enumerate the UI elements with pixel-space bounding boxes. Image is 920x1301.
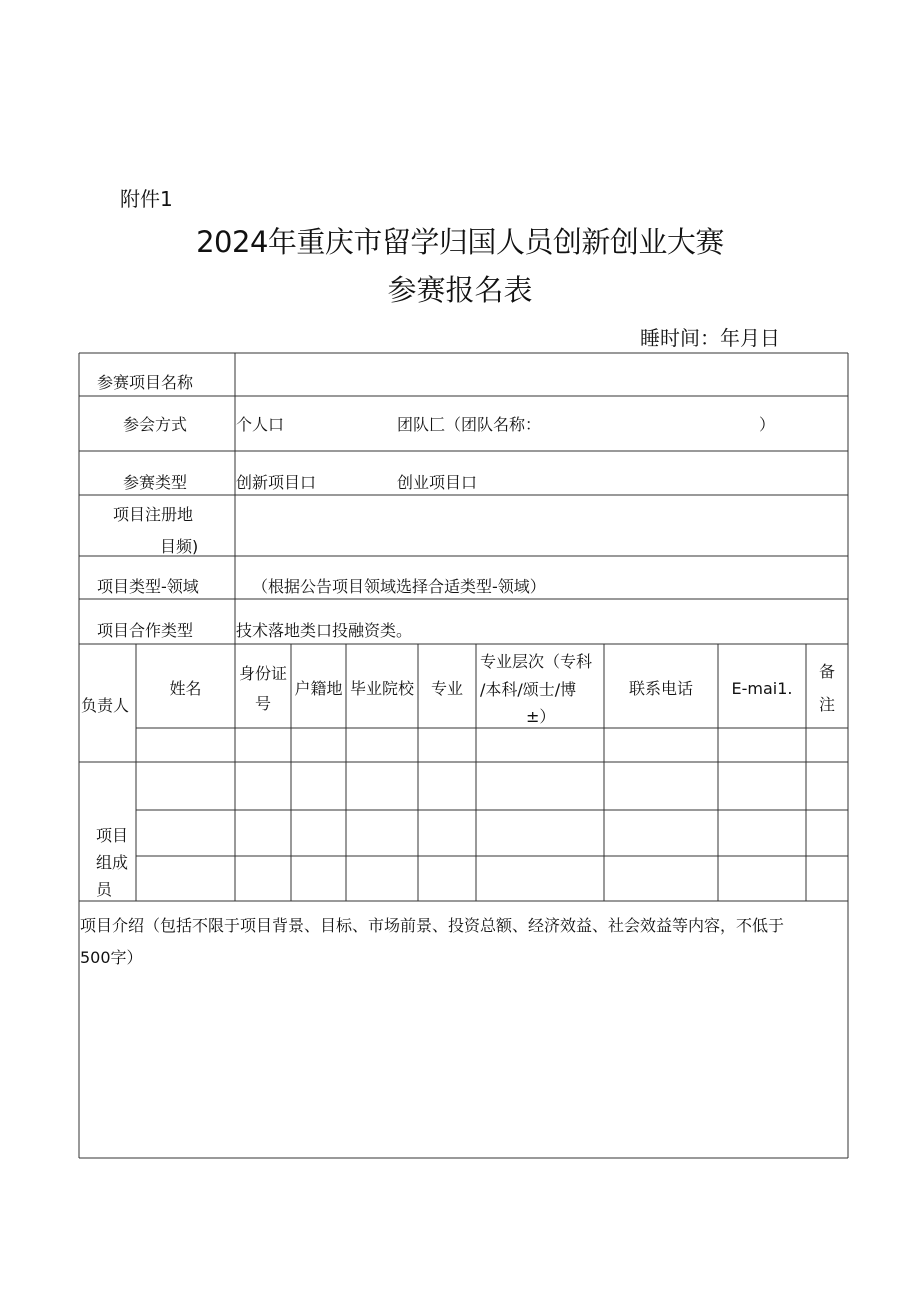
header-hukou: 户籍地	[294, 679, 343, 698]
field-type-label: 项目类型-领域	[97, 577, 199, 596]
page-subtitle: 参赛报名表	[387, 273, 533, 307]
members-label-2: 组成	[96, 853, 129, 872]
project-name-label: 参赛项目名称	[97, 373, 194, 392]
intro-text-area[interactable]	[82, 975, 844, 1153]
header-note-1: 备	[818, 662, 835, 681]
header-email: E-mai1.	[731, 679, 793, 698]
mode-team-checkbox[interactable]: 团队匚（团队名称：	[397, 415, 542, 434]
type-startup-checkbox[interactable]: 创业项目口	[397, 473, 478, 492]
leader-label: 负责人	[81, 696, 130, 715]
header-note-2: 注	[818, 695, 835, 714]
mode-team-close: ）	[759, 415, 776, 434]
header-name: 姓名	[169, 679, 202, 698]
page-title: 2024年重庆市留学归国人员创新创业大赛	[196, 225, 724, 259]
header-id-2: 号	[254, 694, 271, 713]
header-level-1: 专业层次（专科	[480, 652, 593, 671]
mode-individual-checkbox[interactable]: 个人口	[236, 415, 285, 434]
header-school: 毕业院校	[349, 679, 414, 698]
header-phone: 联系电话	[628, 679, 693, 698]
field-type-hint: （根据公告项目领域选择合适类型-领域）	[252, 577, 546, 596]
cooperation-type-options[interactable]: 技术落地类口投融资类。	[236, 621, 413, 640]
members-label-1: 项目	[96, 826, 129, 845]
cooperation-type-label: 项目合作类型	[97, 621, 194, 640]
registration-field[interactable]	[236, 510, 846, 540]
header-major: 专业	[430, 679, 463, 698]
members-label-3: 员	[96, 880, 113, 899]
registration-label-2: 目频)	[160, 537, 199, 556]
header-level-2: /本科/颂士/博	[480, 680, 577, 699]
intro-label-line2: 500字）	[80, 948, 143, 967]
header-level-3: ±）	[526, 707, 556, 726]
project-name-field[interactable]	[236, 368, 846, 394]
registration-label: 项目注册地	[113, 505, 194, 524]
fill-date: 睡时间：年月日	[640, 326, 780, 350]
intro-label-line1: 项目介绍（包括不限于项目背景、目标、市场前景、投资总额、经济效益、社会效益等内容，不低于	[80, 916, 785, 935]
header-id-1: 身份证	[238, 664, 287, 683]
entry-type-label: 参赛类型	[123, 473, 188, 492]
participation-mode-label: 参会方式	[123, 415, 188, 434]
type-innovation-checkbox[interactable]: 创新项目口	[236, 473, 317, 492]
attachment-label: 附件1	[120, 187, 173, 211]
